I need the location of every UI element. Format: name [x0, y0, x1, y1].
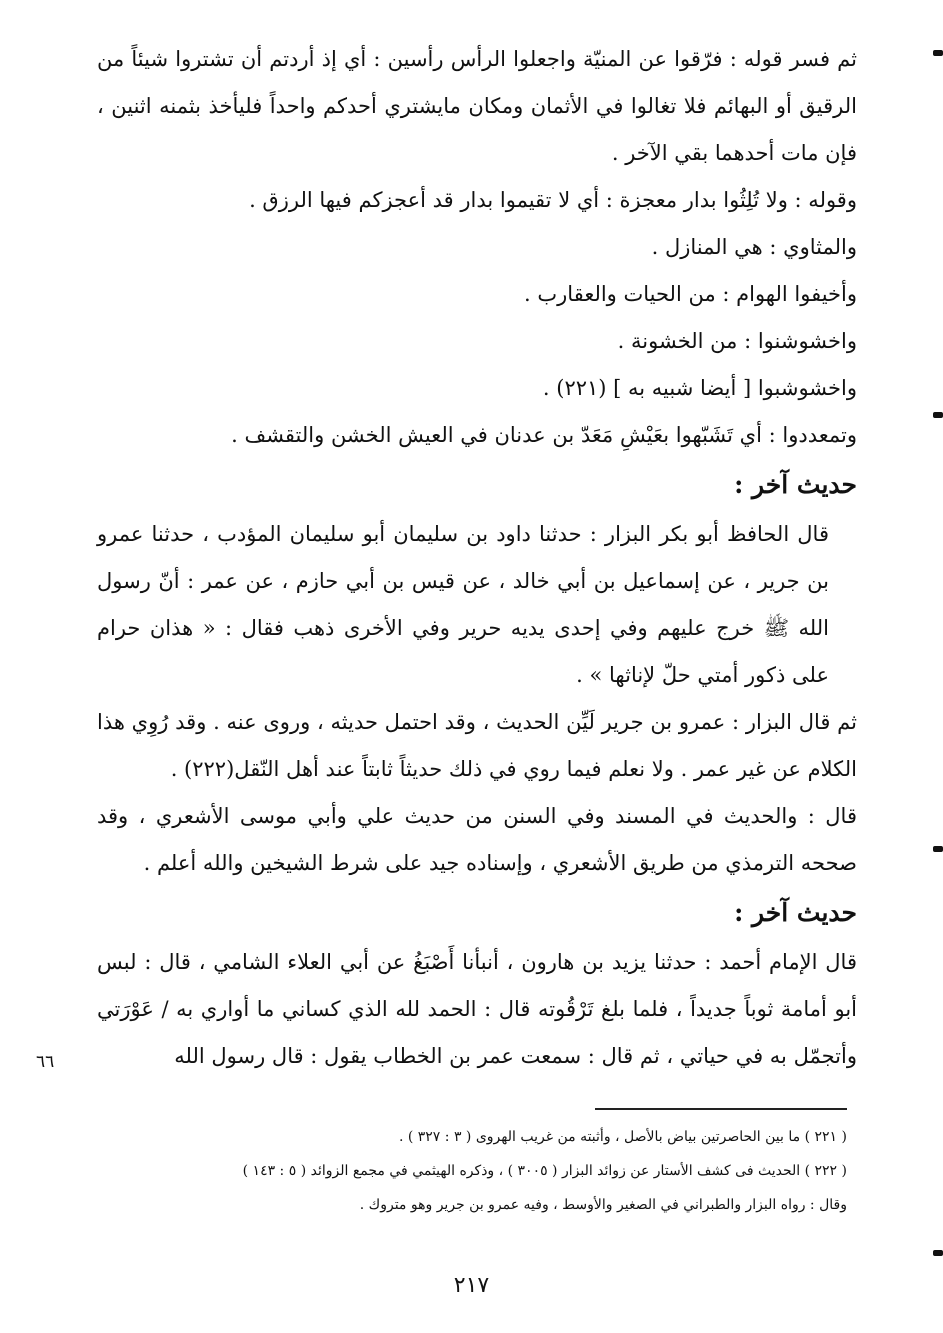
- page-number: ٢١٧: [453, 1273, 490, 1298]
- footnotes: [95, 1120, 847, 1222]
- scan-edge-mark: [933, 1250, 943, 1256]
- footnote-separator: [595, 1108, 847, 1110]
- paragraph: وأخيفوا الهوام : من الحيات والعقارب .: [524, 282, 857, 306]
- section-heading: حديث آخر :: [734, 898, 857, 927]
- paragraph: وتمعددوا : أي تَشَبّهوا بعَيْشِ مَعَدّ بن عدنان في العيش الخشن والتقشف .: [231, 423, 857, 447]
- footnote-222-continued: وقال : رواه البزار والطبراني في الصغير والأوسط ، وفيه عمرو بن جرير وهو متروك .: [359, 1197, 847, 1213]
- main-text: [97, 36, 857, 1080]
- paragraph: قال : والحديث في المسند وفي السنن من حديث علي وأبي موسى الأشعري ، وقد صححه الترمذي من طريق الأشعري ، وإسناده جيد على شرط الشيخين والله أعلم .: [97, 804, 857, 875]
- section-heading: حديث آخر :: [734, 470, 857, 499]
- footnote-222: ( ٢٢٢ ) الحديث فى كشف الأستار عن زوائد البزار ( ٣٠٠٥ ) ، وذكره الهيثمي في مجمع الزوائد ( ٥ : ١٤٣ ): [242, 1163, 847, 1179]
- footnote-221: ( ٢٢١ ) ما بين الحاصرتين بياض بالأصل ، وأثبته من غريب الهروى ( ٣ : ٣٢٧ ) .: [398, 1129, 847, 1145]
- paragraph: واخشوشبوا [ أيضا شبيه به ] (٢٢١) .: [542, 376, 857, 400]
- paragraph: ثم فسر قوله : فرّقوا عن المنيّة واجعلوا الرأس رأسين : أي إذ أردتم أن تشتروا شيئاً من الرقيق أو البهائم فلا تغالوا في الأثمان ومكان مايشتري أحدكم واحداً فليأخذ بثمنه اثنين ، فإن مات أحدهما بقي الآخر .: [97, 47, 857, 165]
- paragraph: واخشوشنوا : من الخشونة .: [617, 329, 857, 353]
- paragraph: والمثاوي : هي المنازل .: [651, 235, 857, 259]
- scan-edge-mark: [933, 412, 943, 418]
- paragraph: قال الإمام أحمد : حدثنا يزيد بن هارون ، أنبأنا أَصْبَغُ عن أبي العلاء الشامي ، قال : لبس أبو أمامة ثوباً جديداً ، فلما بلغ تَرْقُوته قال : الحمد لله الذي كساني ما أواري به / عَوْرَتي وأتجمّل به في حياتي ، ثم قال : سمعت عمر بن الخطاب يقول : قال رسول الله: [97, 950, 857, 1068]
- scan-edge-mark: [933, 50, 943, 56]
- paragraph: وقوله : ولا تُلِثُوا بدار معجزة : أي لا تقيموا بدار قد أعجزكم فيها الرزق .: [249, 188, 857, 212]
- paragraph: ثم قال البزار : عمرو بن جرير لَيِّن الحديث ، وقد احتمل حديثه ، وروى عنه . وقد رُوِي هذا الكلام عن غير عمر . ولا نعلم فيما روي في ذلك حديثاً ثابتاً عند أهل النّقل(٢٢٢) .: [97, 710, 857, 781]
- paragraph: قال الحافظ أبو بكر البزار : حدثنا داود بن سليمان أبو سليمان المؤدب ، حدثنا عمرو بن جرير ، عن إسماعيل بن أبي خالد ، عن قيس بن أبي حازم ، عن عمر : أنّ رسول الله ﷺ خرج عليهم وفي إحدى يديه حرير وفي الأخرى ذهب فقال : « هذان حرام على ذكور أمتي حلّ لإناثها » .: [97, 522, 829, 687]
- scan-edge-mark: [933, 846, 943, 852]
- margin-page-reference: ٦٦: [36, 1052, 55, 1072]
